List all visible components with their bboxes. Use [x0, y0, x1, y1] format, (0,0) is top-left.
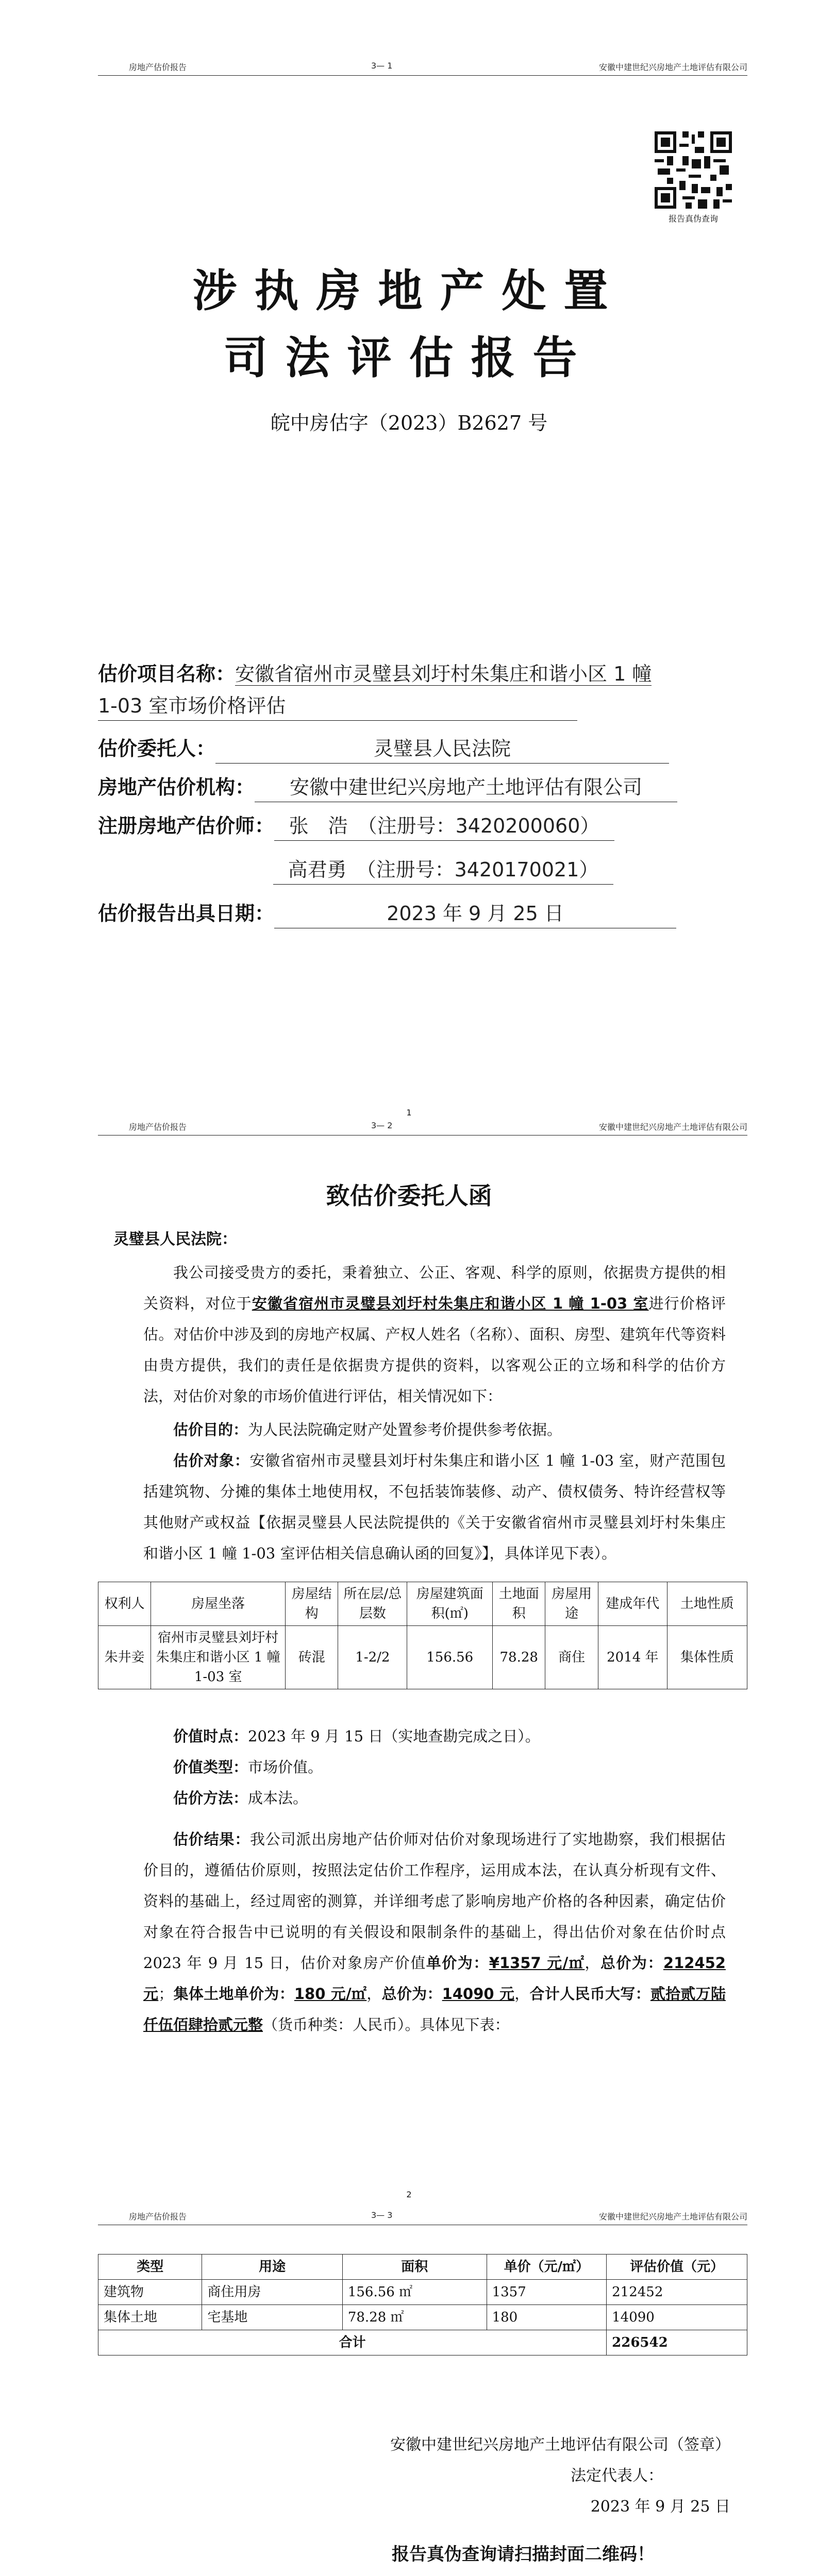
- letter-title: 致估价委托人函: [326, 1182, 492, 1210]
- th-land-area: 土地面积: [493, 1582, 545, 1626]
- header-left: 房地产估价报告: [129, 62, 187, 72]
- page-header-2: [98, 1121, 747, 1134]
- p1-text-c: 进行价格评估。对估价中涉及到的房地产权属、产权人姓名（名称）、面积、房型、建筑年代等资料由贵方提供，我们的责任是依据贵方提供的资料，以客观公正的立场和科学的估价方法，对估价对象的市场价值进行评估，相关情况如下：: [143, 1295, 726, 1405]
- client-value: 灵璧县人民法院: [215, 734, 669, 764]
- td-use: 商住: [545, 1626, 598, 1689]
- letter-recipient: 灵璧县人民法院：: [113, 1230, 237, 1248]
- land-unit-label: 集体土地单价为：: [173, 1985, 294, 2003]
- signature-date: 2023 年 9 月 25 日: [590, 2498, 730, 2516]
- unit-price-label: 单价为：: [426, 1954, 489, 1972]
- sr-unit-price: 1357: [487, 2280, 607, 2305]
- document-number: 皖中房估字（2023）B2627 号: [270, 412, 548, 434]
- th-floor: 所在层/总层数: [338, 1582, 407, 1626]
- summary-header-row: [98, 2255, 747, 2280]
- page-number-1: 1: [406, 1108, 412, 1117]
- table-header-row: [98, 1582, 747, 1626]
- land-unit-value: 180 元/㎡: [294, 1985, 367, 2003]
- appraiser-1: 张 浩 （注册号：3420200060）: [274, 811, 614, 841]
- purpose-value: 为人民法院确定财产处置参考价提供参考依据。: [248, 1421, 562, 1438]
- method-label: 估价方法：: [173, 1789, 248, 1807]
- project-name-label: 估价项目名称：: [98, 663, 236, 685]
- sr-value: 212452: [607, 2280, 747, 2305]
- value-type-label: 价值类型：: [173, 1758, 248, 1776]
- summary-total-value: 226542: [607, 2330, 747, 2355]
- land-total-label: 总价为：: [381, 1985, 442, 2003]
- td-land-nature: 集体性质: [667, 1626, 747, 1689]
- summary-total-label: 合计: [98, 2330, 607, 2355]
- header-right: 安徽中建世纪兴房地产土地评估有限公司: [598, 1122, 747, 1132]
- agency-field: [98, 773, 677, 802]
- p1-text-a: 我公司接受贵方的委托，秉着独立、公正、客观、科学的原则，依据贵方提供的相关资料，对位于: [143, 1264, 726, 1312]
- appraiser-field: [98, 811, 614, 841]
- purpose-paragraph: [143, 1414, 726, 1445]
- agency-value: 安徽中建世纪兴房地产土地评估有限公司: [255, 773, 677, 802]
- appraiser-label: 注册房地产估价师：: [98, 815, 275, 837]
- page-header: [98, 61, 747, 74]
- sr-use: 宅基地: [202, 2305, 342, 2330]
- legal-rep-line: 法定代表人：: [571, 2467, 663, 2485]
- td-year: 2014 年: [598, 1626, 667, 1689]
- header-left: 房地产估价报告: [129, 2212, 187, 2222]
- sr-use: 商住用房: [202, 2280, 342, 2305]
- sr-area: 78.28 ㎡: [342, 2305, 487, 2330]
- sh-unit-price: 单价（元/㎡）: [487, 2255, 607, 2280]
- sr-type: 集体土地: [98, 2305, 202, 2330]
- sum-words: 贰拾贰万陆仟伍佰肆拾贰元整: [143, 1985, 726, 2033]
- sum-label: 合计人民币大写：: [529, 1985, 650, 2003]
- td-owner: 朱井妾: [98, 1626, 151, 1689]
- client-label: 估价委托人：: [98, 737, 216, 760]
- project-name-value-1: 安徽省宿州市灵璧县刘圩村朱集庄和谐小区 1 幢: [235, 663, 652, 685]
- table-row: [98, 2280, 747, 2305]
- sr-area: 156.56 ㎡: [342, 2280, 487, 2305]
- td-land-area: 78.28: [493, 1626, 545, 1689]
- purpose-label: 估价目的：: [173, 1421, 248, 1438]
- result-label: 估价结果：: [173, 1831, 250, 1848]
- sr-type: 建筑物: [98, 2280, 202, 2305]
- project-name-value-2: 1-03 室市场价格评估: [98, 691, 577, 721]
- td-floor: 1-2/2: [338, 1626, 407, 1689]
- th-structure: 房屋结构: [286, 1582, 338, 1626]
- td-building-area: 156.56: [407, 1626, 493, 1689]
- th-land-nature: 土地性质: [667, 1582, 747, 1626]
- company-seal-line: 安徽中建世纪兴房地产土地评估有限公司（签章）: [390, 2436, 730, 2454]
- result-paragraph: 估价结果：我公司派出房地产估价师对估价对象现场进行了实地勘察，我们根据估价目的，遵循估价原则，按照法定估价工作程序，运用成本法，在认真分析现有文件、资料的基础上，经过周密的测算，并详细考虑了影响房地产价格的各种因素，确定估价对象在符合报告中已说明的有关假设和限制条件的基础上，得出估价对象在估价时点 2023 年 9 月 15 日，估价对象房产价值单价为：¥1357 元/㎡，总价为：212452 元；集体土地单价为：180 元/㎡，总价为：14090 元，合计人民币大写：贰拾贰万陆仟伍佰肆拾贰元整（货币种类：人民币）。具体见下表：: [143, 1831, 726, 2033]
- sh-value: 评估价值（元）: [607, 2255, 747, 2280]
- value-date-label: 价值时点：: [173, 1727, 248, 1745]
- agency-label: 房地产估价机构：: [98, 776, 255, 799]
- th-use: 房屋用途: [545, 1582, 598, 1626]
- th-year: 建成年代: [598, 1582, 667, 1626]
- appraiser-field-2: [273, 855, 613, 885]
- page-header-3: [98, 2210, 747, 2224]
- sh-type: 类型: [98, 2255, 202, 2280]
- header-page-code: 3— 1: [371, 61, 393, 71]
- th-owner: 权利人: [98, 1582, 151, 1626]
- project-name-field-cont: [98, 691, 577, 721]
- value-type-paragraph: [143, 1752, 726, 1783]
- header-page-code: 3— 3: [371, 2210, 393, 2220]
- header-page-code: 3— 2: [371, 1121, 393, 1130]
- p1-address: 安徽省宿州市灵璧县刘圩村朱集庄和谐小区 1 幢 1-03 室: [252, 1295, 649, 1312]
- header-right: 安徽中建世纪兴房地产土地评估有限公司: [598, 2212, 747, 2222]
- summary-total-row: [98, 2330, 747, 2355]
- header-rule: [98, 75, 747, 76]
- object-paragraph: [143, 1445, 726, 1569]
- table-row: [98, 2305, 747, 2330]
- header-left: 房地产估价报告: [129, 1122, 187, 1132]
- report-date-label: 估价报告出具日期：: [98, 902, 275, 925]
- valuation-summary-table: [98, 2254, 747, 2355]
- sh-use: 用途: [202, 2255, 342, 2280]
- td-location: 宿州市灵璧县刘圩村朱集庄和谐小区 1 幢 1-03 室: [151, 1626, 286, 1689]
- sum-currency: （货币种类：人民币）。具体见下表：: [263, 2016, 510, 2033]
- qr-caption: 报告真伪查询: [668, 214, 718, 224]
- appraiser-2: 高君勇 （注册号：3420170021）: [273, 855, 613, 885]
- land-total-value: 14090 元: [442, 1985, 515, 2003]
- value-date-value: 2023 年 9 月 15 日（实地查勘完成之日）。: [248, 1727, 540, 1745]
- th-building-area: 房屋建筑面积(㎡): [407, 1582, 493, 1626]
- td-structure: 砖混: [286, 1626, 338, 1689]
- object-label: 估价对象：: [173, 1452, 250, 1469]
- th-location: 房屋坐落: [151, 1582, 286, 1626]
- total-label: 总价为：: [600, 1954, 663, 1972]
- total-value: 212452 元: [143, 1954, 726, 2003]
- table-row: [98, 1626, 747, 1689]
- header-right: 安徽中建世纪兴房地产土地评估有限公司: [598, 62, 747, 72]
- property-table: [98, 1582, 747, 1689]
- qr-code-icon[interactable]: [655, 131, 732, 209]
- header-rule: [98, 1135, 747, 1136]
- cover-title-line-1: 涉执房地产处置: [192, 265, 626, 317]
- value-date-paragraph: [143, 1721, 726, 1752]
- sr-unit-price: 180: [487, 2305, 607, 2330]
- authenticity-notice: 报告真伪查询请扫描封面二维码！: [392, 2544, 655, 2565]
- report-date-field: [98, 899, 676, 928]
- sr-value: 14090: [607, 2305, 747, 2330]
- cover-title-line-2: 司法评估报告: [223, 332, 595, 384]
- method-value: 成本法。: [248, 1789, 308, 1807]
- object-value: 安徽省宿州市灵璧县刘圩村朱集庄和谐小区 1 幢 1-03 室，财产范围包括建筑物、分摊的集体土地使用权，不包括装饰装修、动产、债权债务、特许经营权等其他财产或权益【依据灵璧县人民法院提供的《关于安徽省宿州市灵璧县刘圩村朱集庄和谐小区 1 幢 1-03 室评估相关信息确认函的回复》】，具体详见下表）。: [143, 1452, 726, 1562]
- project-name-field: [98, 659, 652, 688]
- client-field: [98, 734, 669, 764]
- letter-paragraph-1: [143, 1257, 726, 1412]
- page-number-2: 2: [406, 2190, 412, 2199]
- method-paragraph: [143, 1783, 726, 1814]
- report-date-value: 2023 年 9 月 25 日: [274, 899, 676, 928]
- result-text: 我公司派出房地产估价师对估价对象现场进行了实地勘察，我们根据估价目的，遵循估价原则，按照法定估价工作程序，运用成本法，在认真分析现有文件、资料的基础上，经过周密的测算，并详细考虑了影响房地产价格的各种因素，确定估价对象在符合报告中已说明的有关假设和限制条件的基础上，得出估价对象在估价时点 2023 年 9 月 15 日，估价对象房产价值: [143, 1831, 726, 1972]
- sh-area: 面积: [342, 2255, 487, 2280]
- unit-price-value: ¥1357 元/㎡: [489, 1954, 585, 1972]
- value-type-value: 市场价值。: [248, 1758, 323, 1776]
